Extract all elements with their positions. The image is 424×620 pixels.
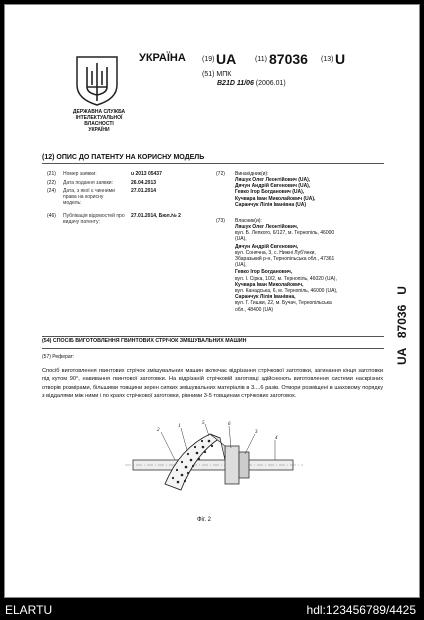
- office-name: ДЕРЖАВНА СЛУЖБА ІНТЕЛЕКТУАЛЬНОЇ ВЛАСНОСТІ УКРАЇНИ: [72, 109, 126, 133]
- figure-label: 4: [275, 436, 278, 441]
- divider-top: [42, 163, 384, 164]
- figure-label: 2: [157, 428, 160, 433]
- biblio-code: (21): [47, 171, 56, 177]
- owner-name: Кучвара Іван Миколайович,: [235, 281, 304, 288]
- figure-label: 3: [255, 430, 258, 435]
- biblio-value: 27.01.2014: [131, 188, 157, 194]
- owner-address: вул. Сонячна, 3, с. Нижні Луб'янки, Збаразький р-н, Тернопільська обл., 47361 (UA),: [235, 249, 335, 269]
- biblio-label: Номер заявки:: [63, 171, 97, 177]
- divider-mid: [42, 336, 384, 337]
- owner-name: Дячун Андрій Євгенович,: [235, 243, 299, 250]
- figure-label: 1: [178, 424, 181, 429]
- biblio-row: [47, 171, 197, 179]
- inventors-names: Ляшук Олег Леонтійович (UA), Дячун Андрій Євгенович (UA), Гевко Ігор Богданович (UA), Кучвара Іван Миколайович (UA), Саранчук Лілія Іванівна (UA): [235, 177, 316, 208]
- coat-of-arms-icon: [73, 55, 121, 107]
- footer-handle[interactable]: hdl:123456789/4425: [306, 603, 416, 617]
- code-51: (51) МПК: [202, 71, 232, 78]
- biblio-code: (46): [47, 213, 56, 219]
- biblio-label: Публікація відомостей про видачу патенту:: [63, 213, 125, 225]
- invention-title: (54) СПОСІБ ВИГОТОВЛЕННЯ ГВИНТОВИХ СТРІЧОК ЗМІШУВАЛЬНИХ МАШИН: [42, 338, 247, 344]
- biblio-code: (24): [47, 188, 56, 194]
- biblio-row: [47, 188, 197, 212]
- code-19: (19): [202, 56, 215, 63]
- country-name: УКРАЇНА: [139, 52, 186, 64]
- biblio-row: [47, 213, 197, 227]
- inventors-code: (72): [216, 171, 225, 177]
- biblio-row: [47, 180, 197, 188]
- divider-mid2: [42, 348, 384, 349]
- code-13: (13): [321, 56, 334, 63]
- owner-name: Саранчук Лілія Іванівна,: [235, 294, 296, 301]
- country-code: UA: [216, 51, 237, 67]
- patent-page: [4, 4, 420, 598]
- code-11: (11): [255, 56, 267, 63]
- owners-label: Власник(и):: [235, 218, 262, 224]
- inventors-label: Винахідник(и):: [235, 171, 269, 177]
- footer-source: ELARTU: [5, 603, 53, 617]
- biblio-value: 27.01.2014, Бюл.№ 2: [131, 213, 181, 219]
- biblio-label: Дата подання заявки:: [63, 180, 113, 186]
- abstract-text: Спосіб виготовлення гвинтових стрічок змішувальних машин включає відрізання стрічкової заготовки, загинання кінця заготовки під кутом 90°, навивання гвинтової заготовки. На відрізаній стрічковій заготовці здійснюють виготовлення системи наскрізних отворів розмірами, більшими товщини зерен сипких змішувальних матеріалів в 3....6 разів. Отвори розміщені в шаховому порядку з віддалями між ними і по краях стрічкової заготовки, рівними 3-5 товщинам стрічкових заготовок.: [42, 368, 383, 400]
- ipc-version: (2006.01): [255, 80, 286, 87]
- owner-address: вул. Г. Гишки, 22, м. Бучач, Тернопільська обл., 48400 (UA): [235, 300, 332, 313]
- biblio-label: Дата, з якої є чинними права на корисну модель:: [63, 188, 115, 206]
- ipc-class: B21D 11/06: [217, 80, 254, 87]
- biblio-code: (22): [47, 180, 56, 186]
- side-patent-code: UA 87036 U: [395, 286, 409, 365]
- figure-drawing: [125, 420, 305, 510]
- owners-code: (73): [216, 218, 225, 224]
- owner-name: Гевко Ігор Богданович,: [235, 269, 293, 276]
- owner-address: вул. І. Сірка, 10/2, м. Тернопіль, 46020 (UA),: [235, 275, 337, 282]
- abstract-label: (57) Реферат:: [42, 354, 75, 360]
- owner-name: Ляшук Олег Леонтійович,: [235, 224, 299, 230]
- biblio-value: u 2013 05437: [131, 171, 162, 177]
- owner-address: вул. Канадська, 6, м. Тернопіль, 46000 (UA),: [235, 288, 338, 295]
- figure-caption: Фіг. 2: [197, 517, 212, 523]
- owner-address: вул. Б. Лепкого, 6/127, м. Тернопіль, 46000 (UA),: [235, 230, 335, 243]
- figure-label: 6: [228, 422, 231, 427]
- figure-label: 5: [202, 421, 205, 426]
- kind-code: U: [335, 51, 346, 67]
- document-title: (12) ОПИС ДО ПАТЕНТУ НА КОРИСНУ МОДЕЛЬ: [42, 154, 205, 161]
- owners-list: [235, 224, 385, 313]
- footer-bar: [0, 600, 424, 620]
- biblio-value: 26.04.2013: [131, 180, 157, 186]
- patent-number: 87036: [269, 51, 308, 67]
